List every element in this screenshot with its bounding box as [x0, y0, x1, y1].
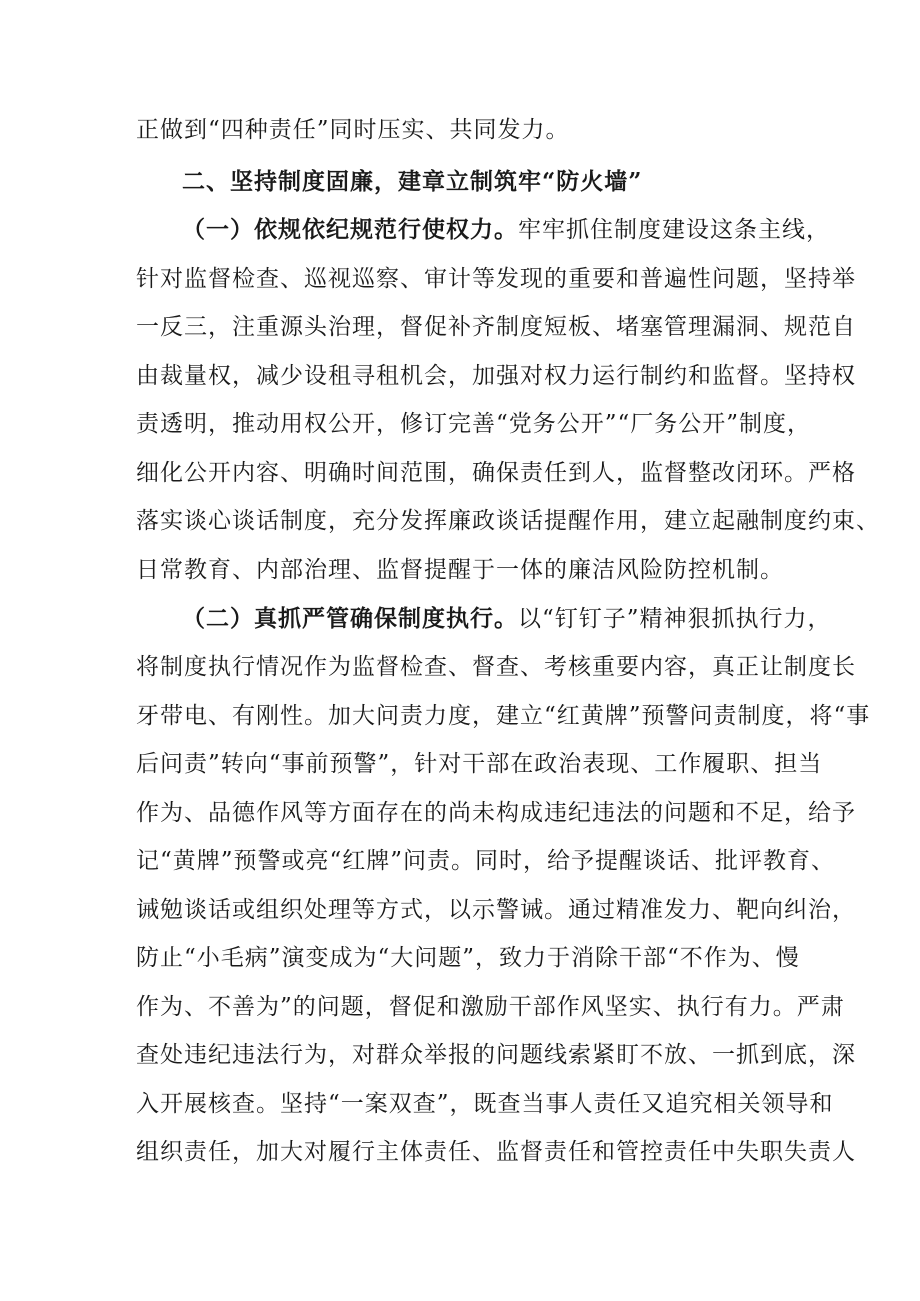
paragraph-line: 将制度执行情况作为监督检查、督查、考核重要内容，真正让制度长: [136, 654, 856, 680]
paragraph-line: 后问责”转向“事前预警”，针对干部在政治表现、工作履职、担当: [136, 751, 823, 777]
section-heading: 二、坚持制度固廉，建章立制筑牢“防火墙”: [182, 168, 643, 195]
paragraph-line: 落实谈心谈话制度，充分发挥廉政谈话提醒作用，建立起融制度约束、: [136, 508, 880, 534]
subsection-heading: （二）真抓严管确保制度执行。: [182, 605, 518, 632]
paragraph-line: 针对监督检查、巡视巡察、审计等发现的重要和普遍性问题，坚持举: [136, 266, 856, 292]
paragraph-text: 牢牢抓住制度建设这条主线，: [518, 217, 830, 243]
paragraph-text: 以“钉钉子”精神狠抓执行力，: [518, 606, 832, 632]
paragraph-line: 正做到“四种责任”同时压实、共同发力。: [136, 117, 570, 143]
paragraph-line: 一反三，注重源头治理，督促补齐制度短板、堵塞管理漏洞、规范自: [136, 314, 856, 340]
paragraph-line: 诫勉谈话或组织处理等方式，以示警诫。通过精准发力、靶向纠治，: [136, 897, 856, 923]
paragraph-line: 由裁量权，减少设租寻租机会，加强对权力运行制约和监督。坚持权: [136, 363, 856, 389]
paragraph-line: 查处违纪违法行为，对群众举报的问题线索紧盯不放、一抓到底，深: [136, 1042, 856, 1068]
paragraph-line: 牙带电、有刚性。加大问责力度，建立“红黄牌”预警问责制度，将“事: [136, 703, 871, 729]
paragraph-line: 细化公开内容、明确时间范围，确保责任到人，监督整改闭环。严格: [136, 460, 856, 486]
paragraph-line: 责透明，推动用权公开，修订完善“党务公开”“厂务公开”制度，: [136, 411, 812, 437]
paragraph-line: 组织责任，加大对履行主体责任、监督责任和管控责任中失职失责人: [136, 1139, 856, 1165]
paragraph-line: 日常教育、内部治理、监督提醒于一体的廉洁风险防控机制。: [136, 557, 784, 583]
subsection-heading: （一）依规依纪规范行使权力。: [182, 216, 518, 243]
paragraph-line: 记“黄牌”预警或亮“红牌”问责。同时，给予提醒谈话、批评教育、: [136, 848, 836, 874]
paragraph-line: 作为、品德作风等方面存在的尚未构成违纪违法的问题和不足，给予: [136, 800, 856, 826]
paragraph-line: 防止“小毛病”演变成为“大问题”，致力于消除干部“不作为、慢: [136, 945, 800, 971]
subsection-line: [182, 214, 830, 246]
paragraph-line: 入开展核查。坚持“一案双查”，既查当事人责任又追究相关领导和: [136, 1091, 834, 1117]
subsection-line: [182, 603, 832, 635]
paragraph-line: 作为、不善为”的问题，督促和激励干部作风坚实、执行有力。严肃: [136, 994, 845, 1020]
